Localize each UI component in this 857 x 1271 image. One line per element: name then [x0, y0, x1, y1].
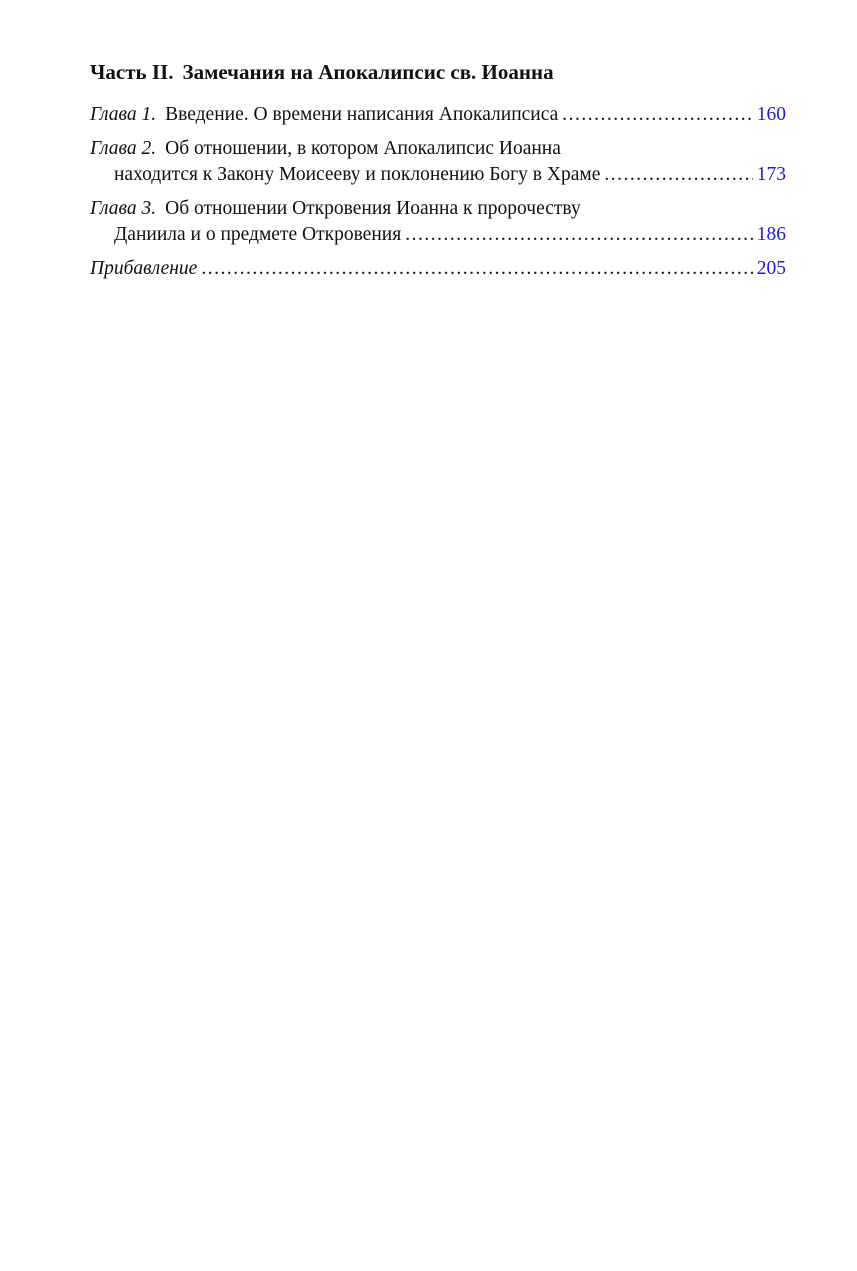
toc-entry-appendix — [90, 256, 786, 282]
chapter-title: Об отношении, в котором Апокалипсис Иоанна — [165, 138, 561, 159]
chapter-title: Введение. О времени написания Апокалипсиса — [165, 104, 559, 125]
dot-leader — [562, 102, 752, 128]
chapter-label: Глава 1. — [90, 104, 157, 125]
part-number: Часть II. — [90, 60, 174, 84]
part-heading — [90, 58, 786, 86]
chapter-title-continuation: Даниила и о предмете Откровения — [114, 224, 402, 245]
part-title: Замечания на Апокалипсис св. Иоанна — [182, 60, 554, 84]
appendix-label: Прибавление — [90, 258, 198, 279]
toc-entry-chapter-3 — [90, 196, 786, 248]
page-number-link[interactable]: 186 — [756, 224, 786, 245]
dot-leader — [201, 256, 752, 282]
page-number-link[interactable]: 160 — [756, 104, 786, 125]
page-number-link[interactable]: 205 — [756, 258, 786, 279]
dot-leader — [405, 222, 753, 248]
table-of-contents — [90, 58, 786, 290]
chapter-label: Глава 3. — [90, 198, 157, 219]
page-number-link[interactable]: 173 — [756, 164, 786, 185]
chapter-title-continuation: находится к Закону Моисееву и поклонению Богу в Храме — [114, 164, 601, 185]
toc-entry-chapter-2 — [90, 136, 786, 188]
chapter-title: Об отношении Откровения Иоанна к пророчеству — [165, 198, 581, 219]
toc-entry-chapter-1 — [90, 102, 786, 128]
chapter-label: Глава 2. — [90, 138, 157, 159]
dot-leader — [604, 162, 752, 188]
